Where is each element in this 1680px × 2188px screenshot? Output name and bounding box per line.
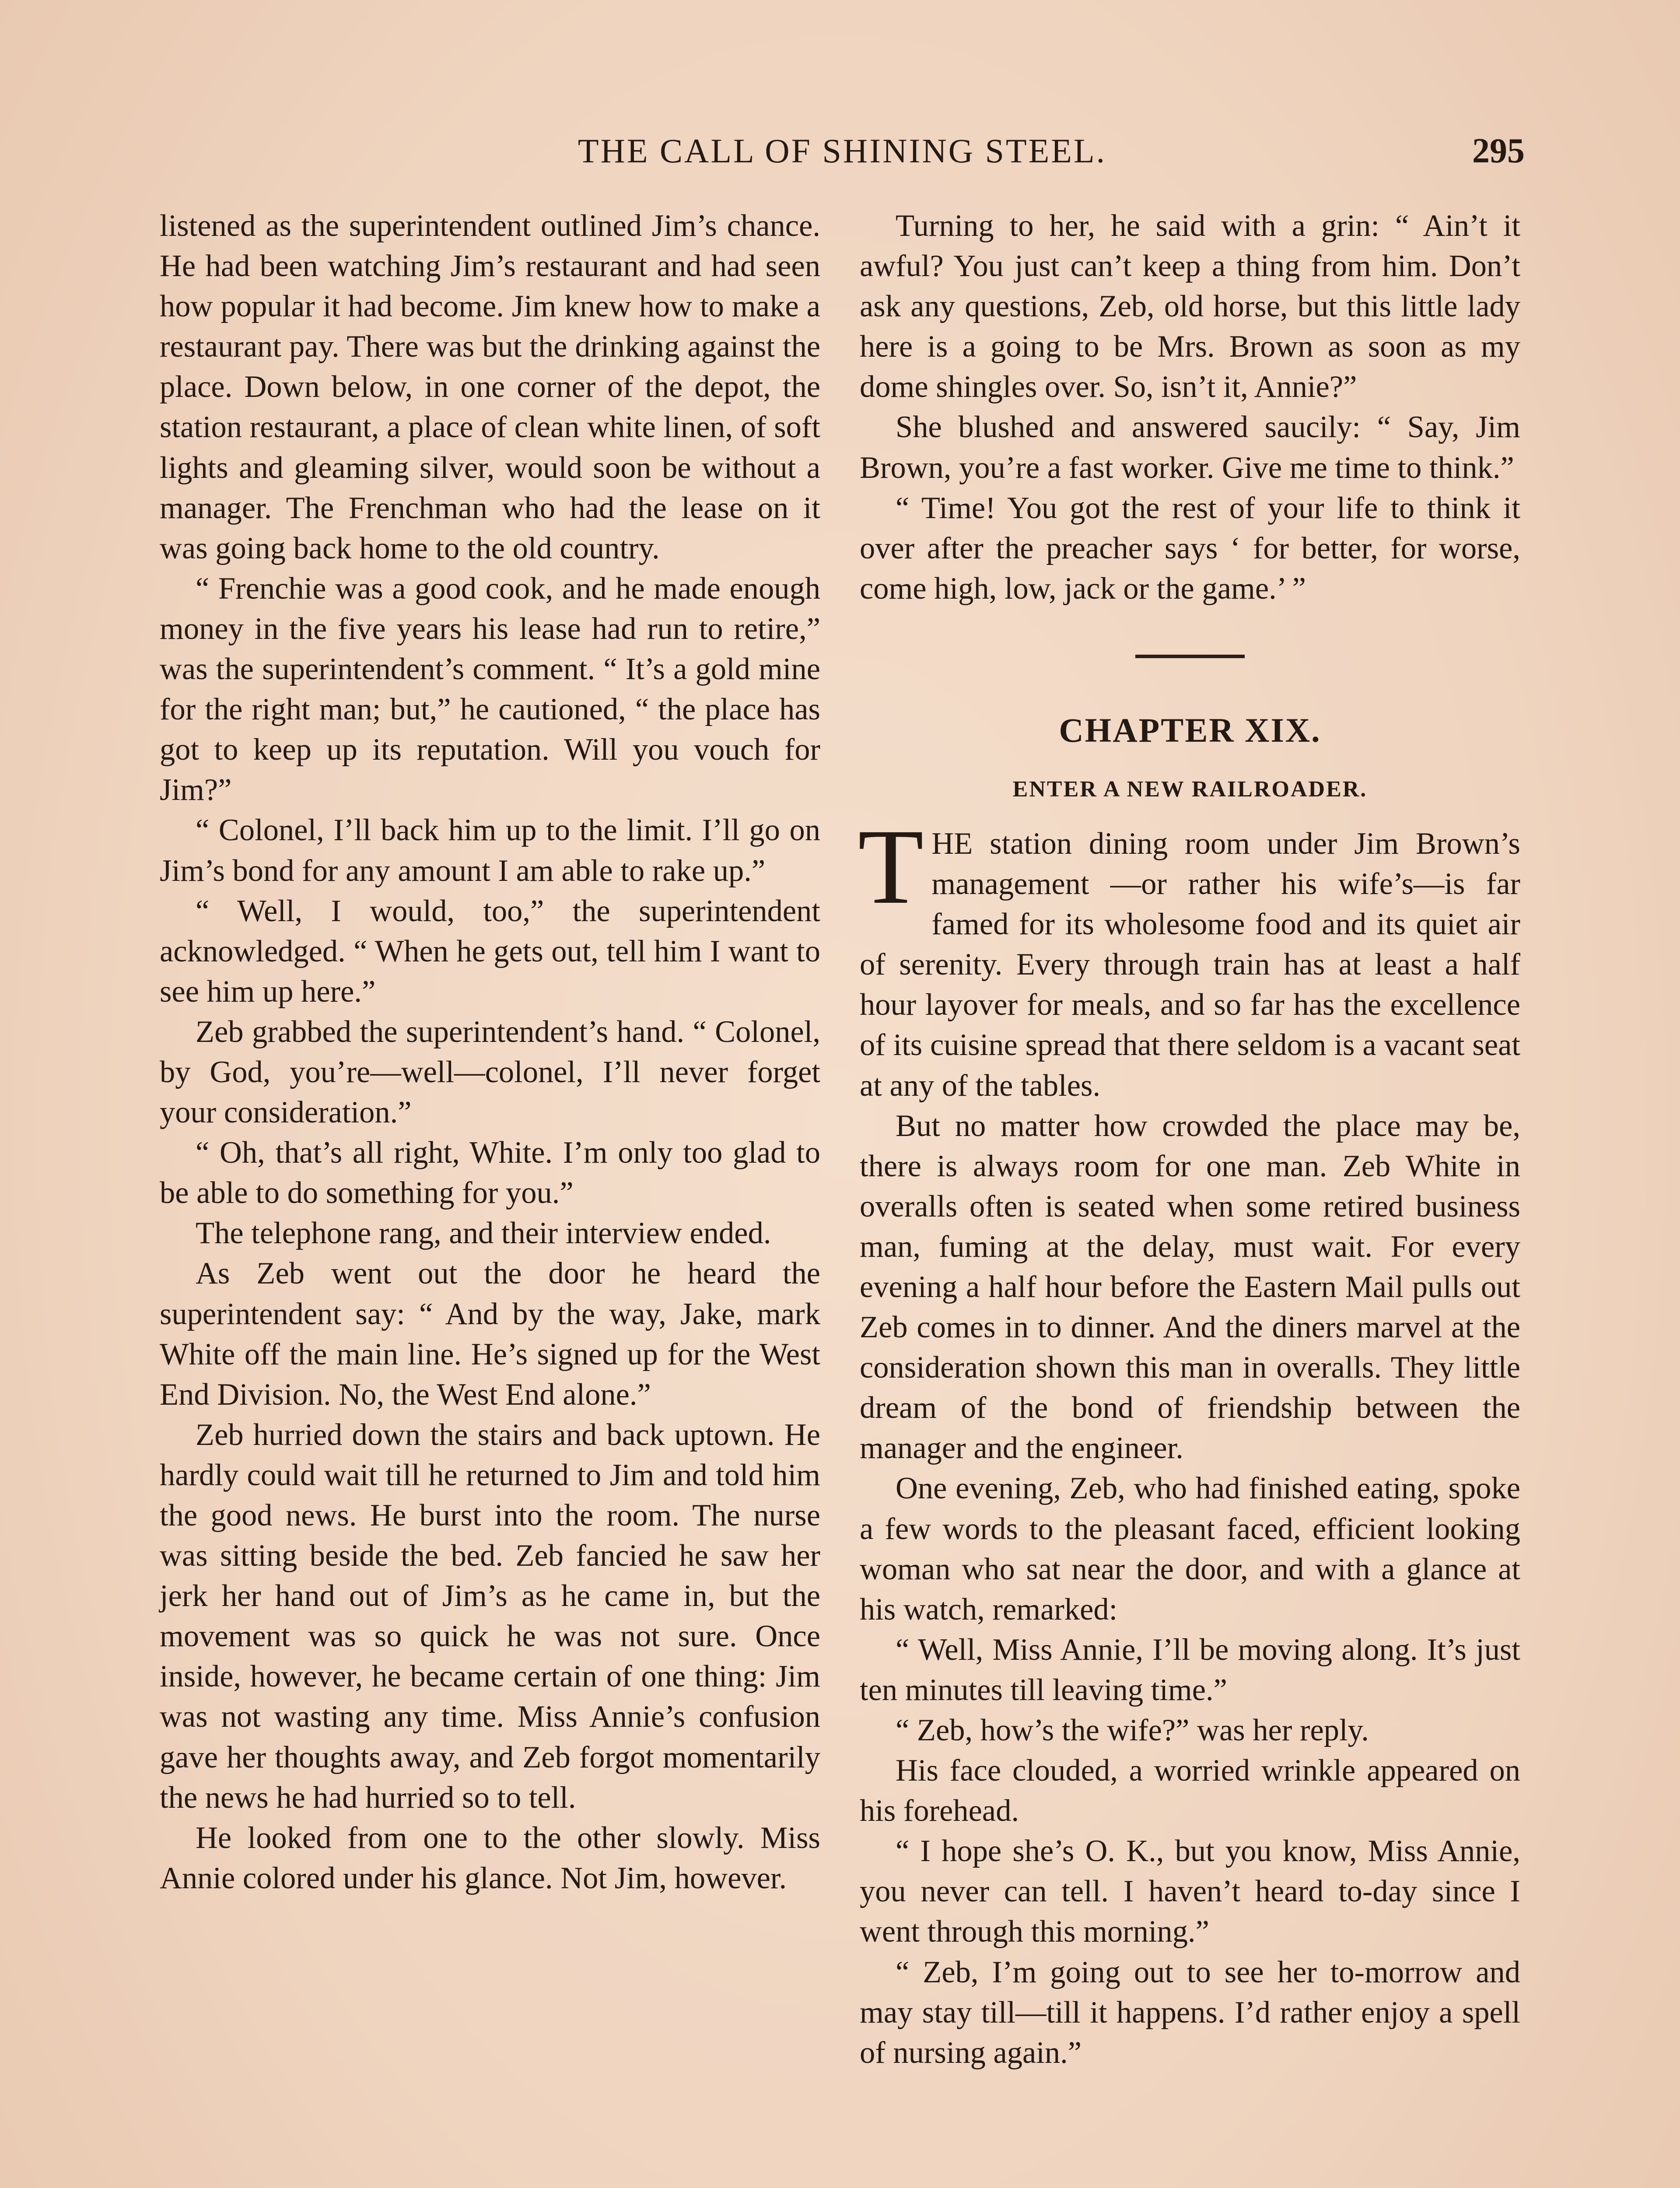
chapter-title: CHAPTER XIX. [1059,711,1321,749]
paragraph: listened as the superintendent outlined Jim’s chance. He had been watching Jim’s restaurant and had seen how popular it had become. Jim knew how to make a restaurant pay. There was but the drinking against the place. Down below, in one corner of the depot, the station restaurant, a place of clean white linen, of soft lights and gleaming silver, would soon be without a manager. The Frenchman who had the lease on it was going back home to the old country. [160,209,820,565]
paragraph: “ Time! You got the rest of your life to think it over after the preacher says ‘ for better, for worse, come high, low, jack or the game.’ ” [860,491,1520,606]
paragraph: “ I hope she’s O. K., but you know, Miss Annie, you never can tell. I haven’t heard to-day since I went through this morning.” [860,1834,1520,1949]
left-column [160,206,820,1898]
paragraph: But no matter how crowded the place may be, there is always room for one man. Zeb White in overalls often is seated when some retired business man, fuming at the delay, must wait. For every evening a half hour before the Eastern Mail pulls out Zeb comes in to dinner. And the diners marvel at the consideration shown this man in overalls. They little dream of the bond of friendship between the manager and the engineer. [860,1108,1520,1466]
paragraph: “ Frenchie was a good cook, and he made enough money in the five years his lease had run to retire,” was the superintendent’s comment. “ It’s a gold mine for the right man; but,” he cautioned, “ the place has got to keep up its reputation. Will you vouch for Jim?” [160,571,820,807]
paragraph: The telephone rang, and their interview ended. [196,1216,771,1251]
paragraph: “ Oh, that’s all right, White. I’m only too glad to be able to do something for you.” [160,1136,820,1210]
paragraph: Zeb grabbed the superintendent’s hand. “ Colonel, by God, you’re—well—colonel, I’ll never forget your consideration.” [160,1014,820,1130]
paragraph: He looked from one to the other slowly. Miss Annie colored under his glance. Not Jim, however. [160,1820,820,1895]
running-title: THE CALL OF SHINING STEEL. [578,132,1107,170]
paragraph: Turning to her, he said with a grin: “ Ain’t it awful? You just can’t keep a thing from him. Don’t ask any questions, Zeb, old horse, but this little lady here is a going to be Mrs. Brown as soon as my dome shingles over. So, isn’t it, Annie?” [860,209,1520,404]
running-head [160,127,1525,175]
paragraph: “ Zeb, how’s the wife?” was her reply. [896,1713,1369,1747]
drop-cap: T [858,807,924,926]
paragraph: “ Well, Miss Annie, I’ll be moving along. It’s just ten minutes till leaving time.” [860,1632,1520,1707]
paragraph: Zeb hurried down the stairs and back uptown. He hardly could wait till he returned to Jim and told him the good news. He burst into the room. The nurse was sitting beside the bed. Zeb fancied he saw her jerk her hand out of Jim’s as he came in, but the movement was so quick he was not sure. Once inside, however, he became certain of one thing: Jim was not wasting any time. Miss Annie’s confusion gave her thoughts away, and Zeb forgot momentarily the news he had hurried so to tell. [160,1417,820,1815]
paragraph: One evening, Zeb, who had finished eating, spoke a few words to the pleasant faced, efficient looking woman who sat near the door, and with a glance at his watch, remarked: [860,1471,1520,1627]
paragraph: “ Colonel, I’ll back him up to the limit. I’ll go on Jim’s bond for any amount I am able to rake up.” [160,813,820,888]
paragraph: She blushed and answered saucily: “ Say, Jim Brown, you’re a fast worker. Give me time to think.” [860,410,1520,485]
section-divider [1135,655,1245,658]
paragraph: “ Zeb, I’m going out to see her to-morrow and may stay till—till it happens. I’d rather enjoy a spell of nursing again.” [860,1955,1520,2070]
right-column [860,206,1520,2073]
chapter-lead-paragraph [858,807,1520,1106]
paragraph: His face clouded, a worried wrinkle appeared on his forehead. [860,1753,1520,1828]
paragraph: “ Well, I would, too,” the superintendent acknowledged. “ When he gets out, tell him I want to see him up here.” [160,894,820,1009]
chapter-subtitle: ENTER A NEW RAILROADER. [1012,776,1368,802]
paragraph: As Zeb went out the door he heard the superintendent say: “ And by the way, Jake, mark White off the main line. He’s signed up for the West End Division. No, the West End alone.” [160,1256,820,1412]
page-number: 295 [1472,132,1525,170]
lead-text: HE station dining room under Jim Brown’s management —or rather his wife’s—is far famed for its wholesome food and its quiet air of serenity. Every through train has at least a half hour layover for meals, and so far has the excellence of its cuisine spread that there seldom is a vacant seat at any of the tables. [860,826,1520,1103]
